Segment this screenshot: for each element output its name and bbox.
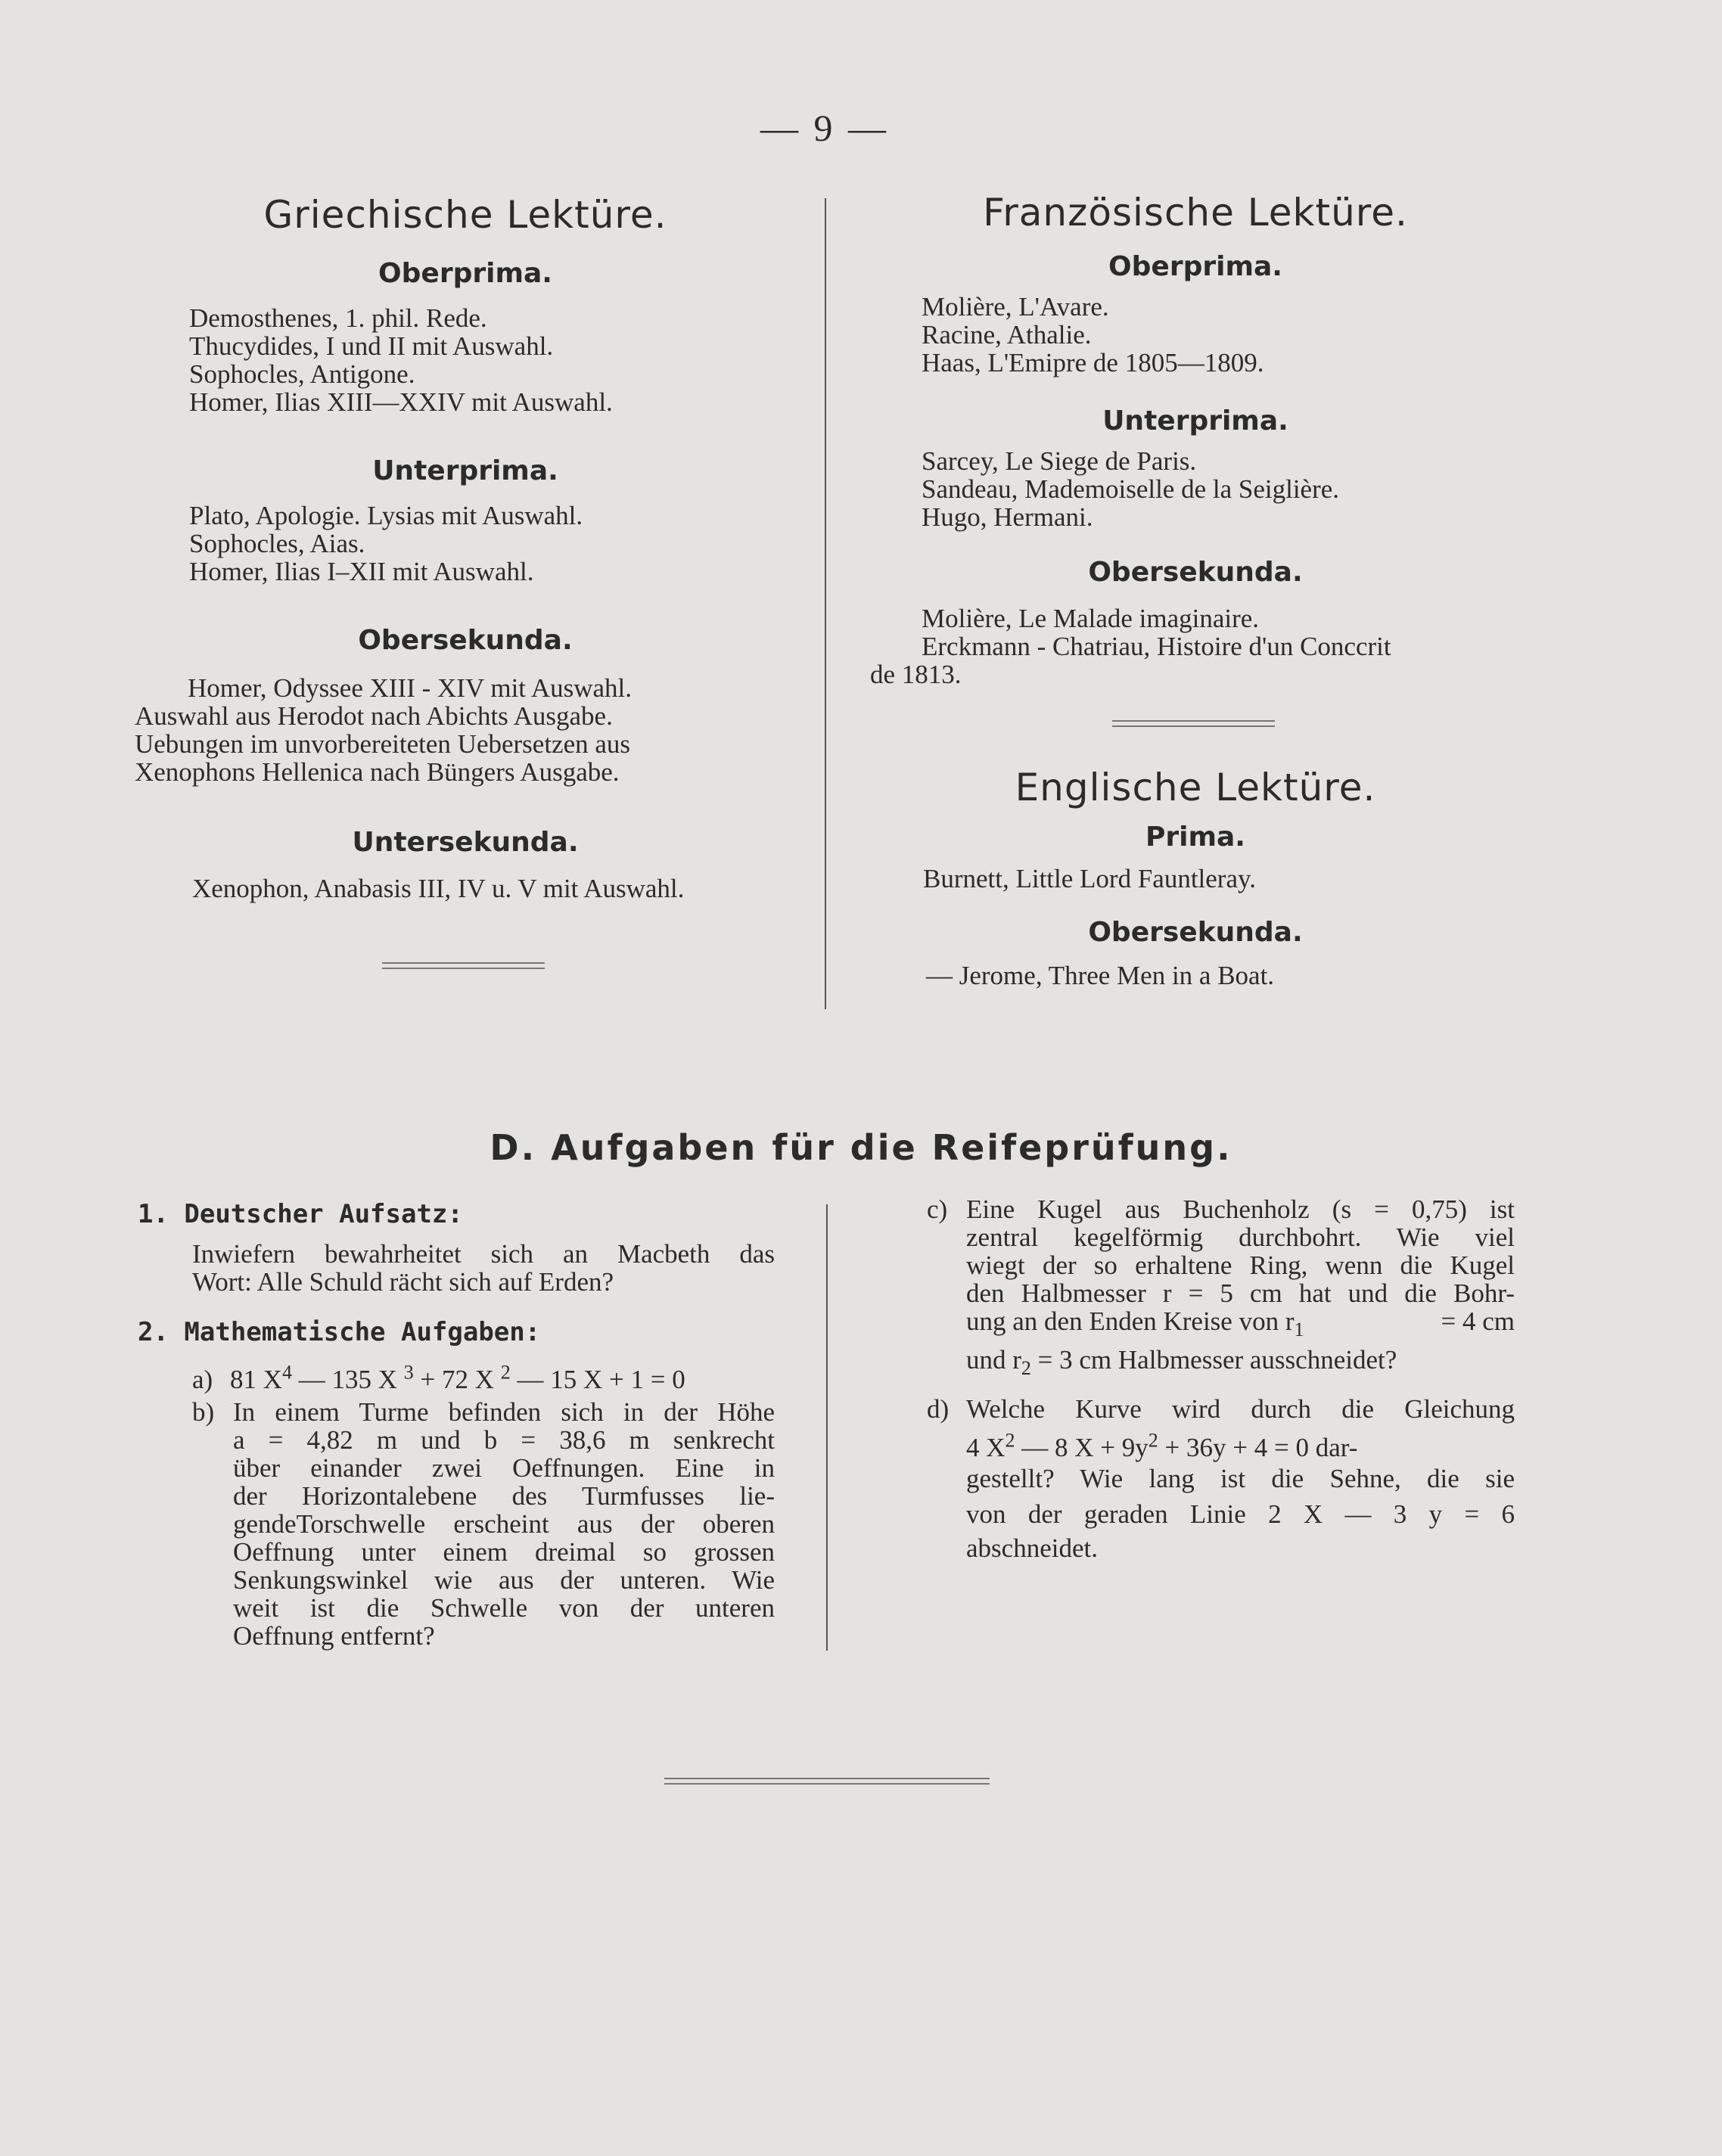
list-item: über einander zwei Oeffnungen. Eine in	[233, 1453, 775, 1483]
french-title: Französische Lektüre.	[983, 191, 1408, 235]
english-prima-heading: Prima.	[1145, 822, 1245, 853]
eq-part: 4 X	[966, 1433, 1006, 1462]
subscript: 1	[1294, 1319, 1304, 1341]
eq-part: + 36y + 4 = 0 dar-	[1158, 1433, 1358, 1462]
list-item: Sarcey, Le Siege de Paris.	[922, 446, 1197, 476]
list-item: Sandeau, Mademoiselle de la Seiglière.	[922, 474, 1340, 504]
list-item: Haas, L'Emipre de 1805—1809.	[922, 348, 1264, 377]
label-c: c)	[927, 1194, 948, 1224]
list-item: den Halbmesser r = 5 cm hat und die Bohr-	[966, 1278, 1515, 1308]
list-item	[966, 1345, 1515, 1379]
eq-part: — 135 X	[291, 1365, 404, 1394]
english-obersekunda-list	[855, 962, 1536, 989]
list-item: a = 4,82 m und b = 38,6 m senkrecht	[233, 1425, 775, 1455]
list-item: gendeTorschwelle erscheint aus der oberen	[233, 1509, 775, 1539]
french-unterprima-list	[855, 447, 1536, 531]
label-d: d)	[927, 1394, 950, 1424]
list-item: Auswahl aus Herodot nach Abichts Ausgabe.	[135, 701, 613, 731]
line-text: und r	[966, 1345, 1021, 1375]
list-item: Thucydides, I und II mit Auswahl.	[189, 331, 554, 361]
greek-unterprima-list	[136, 502, 794, 586]
list-item	[966, 1306, 1515, 1341]
list-item: Wort: Alle Schuld rächt sich auf Erden?	[192, 1267, 614, 1297]
list-item: Hugo, Hermani.	[922, 502, 1093, 532]
french-oberprima-heading: Oberprima.	[1108, 251, 1282, 282]
english-column	[855, 766, 1536, 989]
equation-d	[966, 1429, 1515, 1462]
english-obersekunda-heading: Obersekunda.	[1088, 917, 1303, 948]
list-item: Uebungen im unvorbereiteten Uebersetzen aus	[135, 729, 631, 759]
list-item: Racine, Athalie.	[922, 320, 1092, 349]
list-item: von der geraden Linie 2 X — 3 y = 6	[966, 1499, 1515, 1529]
list-item: Sophocles, Aias.	[189, 529, 365, 558]
list-item: Eine Kugel aus Buchenholz (s = 0,75) ist	[966, 1194, 1515, 1224]
greek-end-rule	[382, 962, 545, 969]
question-2a	[192, 1361, 796, 1394]
list-item: — Jerome, Three Men in a Boat.	[926, 961, 1275, 990]
french-end-rule	[1112, 720, 1275, 727]
line-part	[966, 1306, 1304, 1341]
eq-part: — 15 X + 1 = 0	[510, 1365, 685, 1394]
page-number: — 9 —	[760, 107, 889, 149]
list-item: gestellt? Wie lang ist die Sehne, die sie	[966, 1464, 1515, 1493]
question-2c	[927, 1194, 1525, 1379]
question-2b-body	[233, 1398, 775, 1650]
question-2d-body	[966, 1395, 1515, 1562]
french-column	[855, 191, 1536, 688]
label-b: b)	[192, 1397, 215, 1427]
greek-untersekunda-list	[136, 875, 794, 902]
greek-obersekunda-heading: Obersekunda.	[358, 625, 573, 656]
question-1-heading: 1. Deutscher Aufsatz:	[138, 1199, 463, 1229]
exponent: 4	[281, 1361, 292, 1384]
list-item: Xenophon, Anabasis III, IV u. V mit Auswahl.	[192, 874, 685, 903]
list-item: der Horizontalebene des Turmfusses lie-	[233, 1481, 775, 1511]
list-item: zentral kegelförmig durchbohrt. Wie viel	[966, 1222, 1515, 1252]
line-text: = 3 cm Halbmesser ausschneidet?	[1030, 1345, 1397, 1375]
list-item: Demosthenes, 1. phil. Rede.	[189, 303, 487, 333]
list-item: Molière, Le Malade imaginaire.	[922, 604, 1260, 633]
exponent: 3	[403, 1361, 414, 1384]
greek-untersekunda-heading: Untersekunda.	[352, 827, 579, 858]
english-prima-list	[855, 865, 1536, 893]
greek-title: Griechische Lektüre.	[263, 193, 667, 237]
question-1-text	[192, 1240, 775, 1296]
question-2d	[927, 1395, 1525, 1562]
list-item: Homer, Odyssee XIII - XIV mit Auswahl.	[188, 673, 633, 703]
list-item: Molière, L'Avare.	[922, 292, 1109, 322]
eq-part: — 8 X + 9y	[1015, 1433, 1149, 1462]
list-item: Xenophons Hellenica nach Büngers Ausgabe.	[135, 757, 620, 787]
greek-unterprima-heading: Unterprima.	[372, 455, 558, 486]
question-2-heading: 2. Mathematische Aufgaben:	[138, 1317, 541, 1347]
questions-right	[927, 1195, 1525, 1562]
french-obersekunda-heading: Obersekunda.	[1088, 557, 1303, 588]
question-2b	[192, 1398, 775, 1650]
list-item: Plato, Apologie. Lysias mit Auswahl.	[189, 501, 583, 530]
list-item: Sophocles, Antigone.	[189, 359, 415, 389]
list-item: Burnett, Little Lord Fauntleray.	[923, 864, 1256, 893]
question-2c-body	[966, 1194, 1515, 1379]
list-item: Inwiefern bewahrheitet sich an Macbeth das	[192, 1239, 775, 1269]
list-item: Oeffnung unter einem dreimal so grossen	[233, 1537, 775, 1567]
list-item: Welche Kurve wird durch die Gleichung	[966, 1394, 1515, 1424]
line-text: ung an den Enden Kreise von r	[966, 1306, 1295, 1336]
eq-part: + 72 X	[413, 1365, 501, 1394]
list-item: weit ist die Schwelle von der unteren	[233, 1593, 775, 1623]
exponent: 2	[1005, 1429, 1015, 1452]
greek-column	[136, 193, 794, 902]
french-oberprima-list	[855, 293, 1536, 377]
list-item: Homer, Ilias XIII—XXIV mit Auswahl.	[189, 387, 613, 417]
list-item: In einem Turme befinden sich in der Höhe	[233, 1397, 775, 1427]
list-item: Erckmann - Chatriau, Histoire d'un Conccrit	[922, 632, 1391, 661]
list-item: abschneidet.	[966, 1533, 1098, 1563]
line-text: = 4 cm	[1441, 1306, 1515, 1336]
questions-left	[138, 1199, 796, 1650]
column-divider-top	[825, 198, 826, 1009]
exponent: 2	[500, 1361, 511, 1384]
label-a: a)	[192, 1365, 213, 1394]
bottom-rule	[664, 1778, 990, 1785]
list-item: de 1813.	[870, 660, 962, 689]
section-d-title: D. Aufgaben für die Reifeprüfung.	[490, 1127, 1232, 1168]
column-divider-bottom	[826, 1204, 828, 1651]
equation-a	[229, 1361, 685, 1394]
eq-part: 81 X	[229, 1365, 282, 1394]
french-unterprima-heading: Unterprima.	[1102, 405, 1288, 436]
english-title: Englische Lektüre.	[1015, 766, 1376, 809]
exponent: 2	[1148, 1429, 1158, 1452]
list-item: Senkungswinkel wie aus der unteren. Wie	[233, 1565, 775, 1595]
greek-oberprima-heading: Oberprima.	[378, 258, 552, 289]
list-item: wiegt der so erhaltene Ring, wenn die Kugel	[966, 1250, 1515, 1280]
list-item: Homer, Ilias I–XII mit Auswahl.	[189, 557, 534, 586]
list-item: Oeffnung entfernt?	[233, 1621, 435, 1651]
french-obersekunda-list	[855, 604, 1521, 688]
greek-obersekunda-list	[135, 674, 785, 786]
subscript: 2	[1021, 1357, 1031, 1379]
greek-oberprima-list	[136, 304, 794, 416]
